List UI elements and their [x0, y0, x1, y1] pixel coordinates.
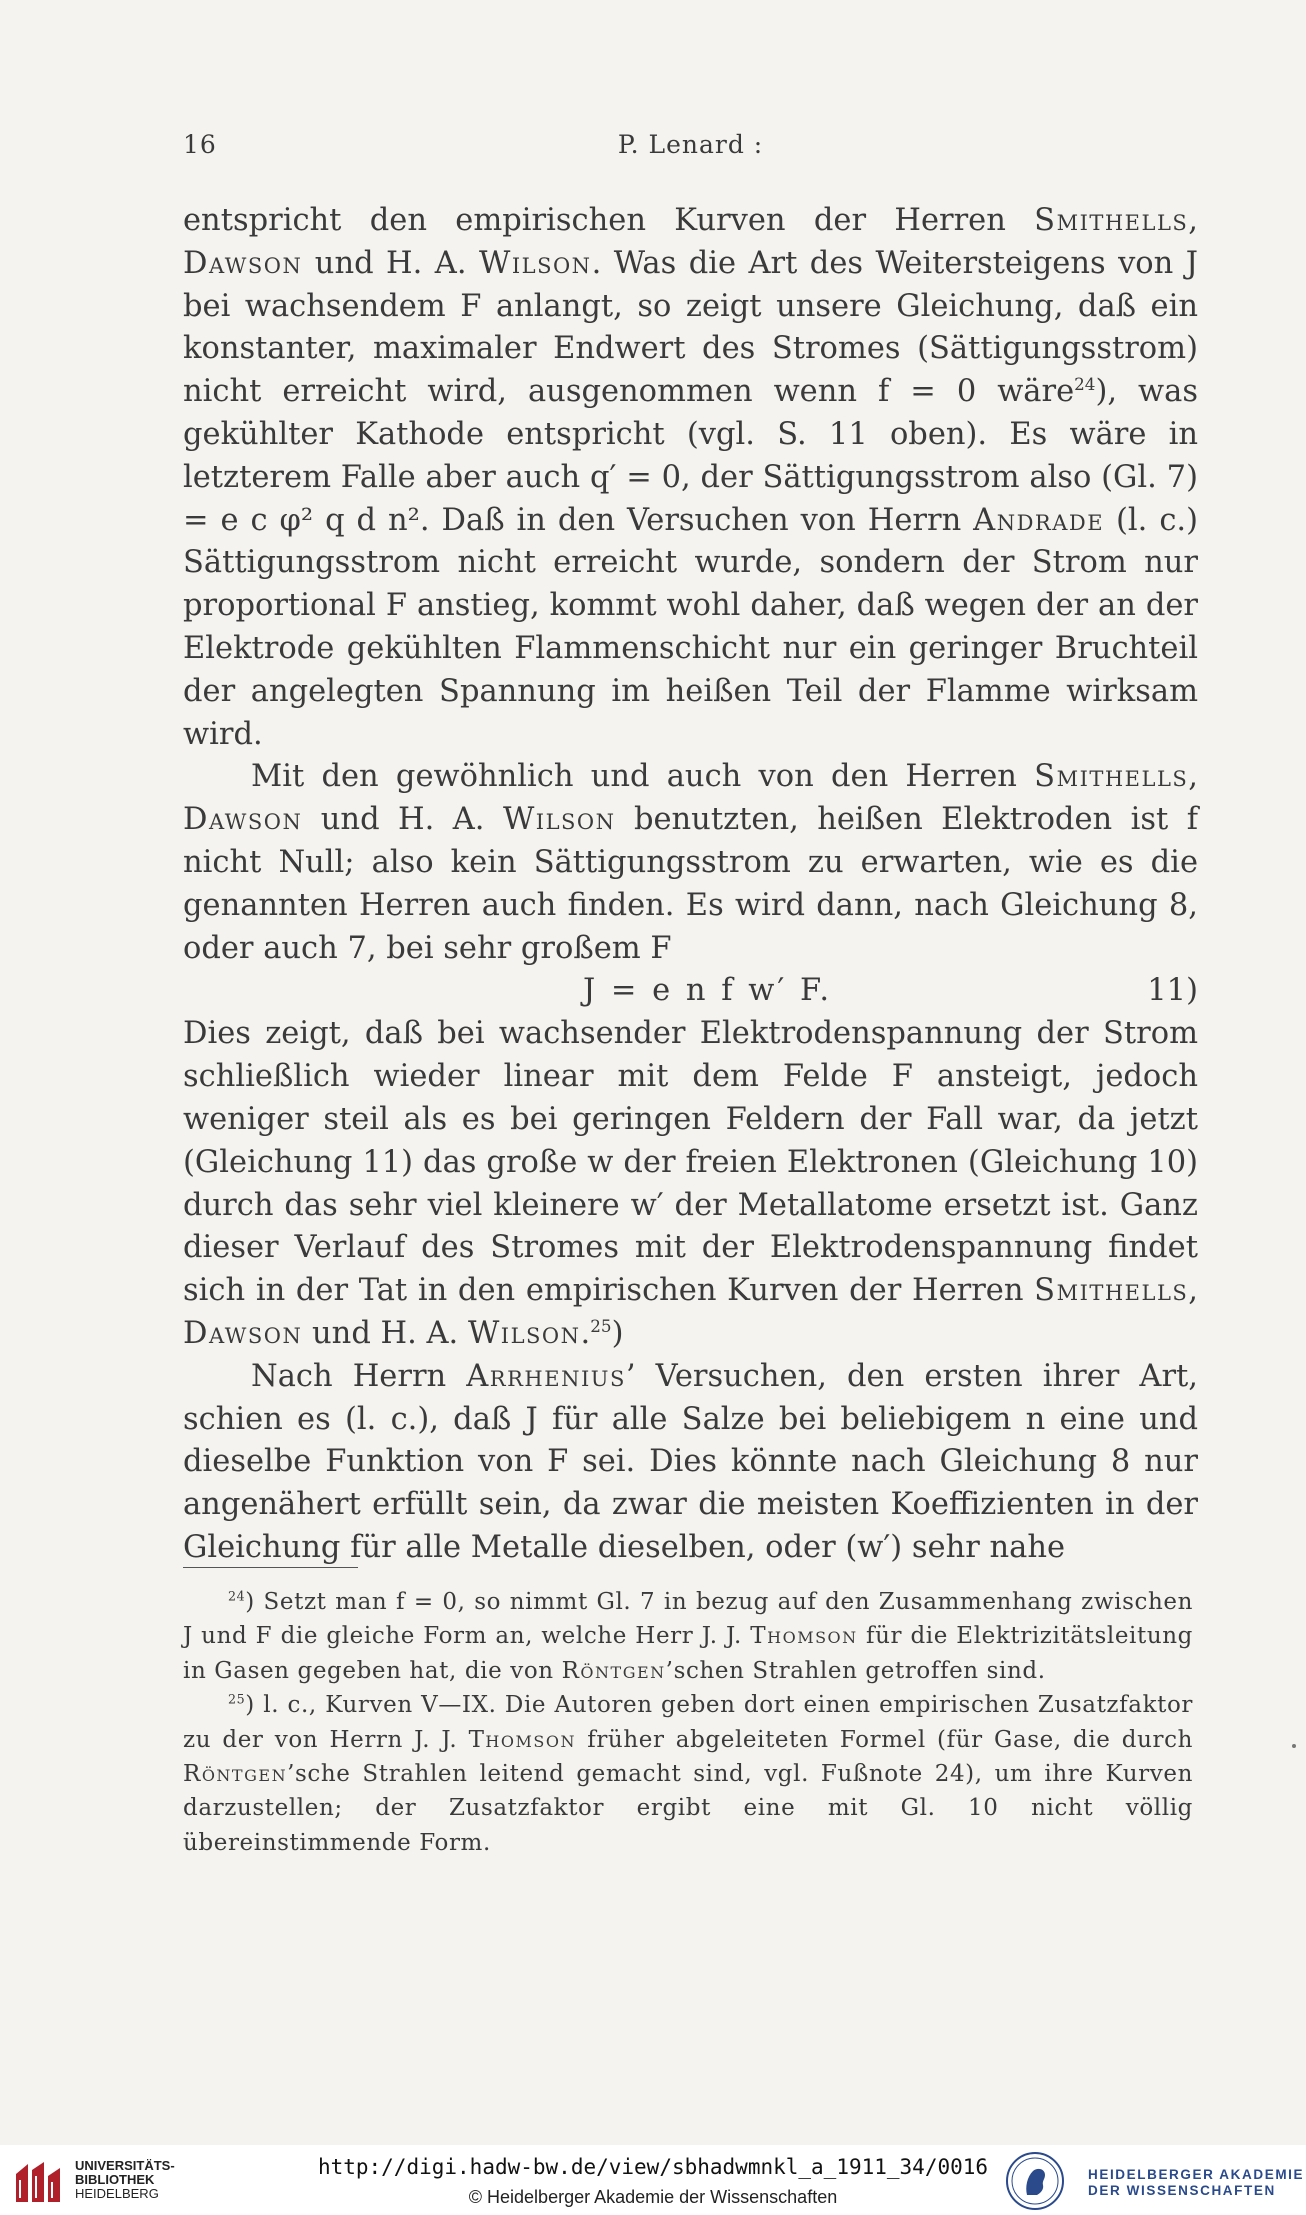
text-run: )	[611, 1315, 624, 1351]
text-run: ,	[1188, 1273, 1198, 1309]
paragraph-2	[183, 756, 1198, 970]
page-number: 16	[183, 130, 217, 159]
text-run: . Was die Art des Weitersteigens von J bei wachsendem F anlangt, so zeigt unsere Gleichung, daß ein konstanter, maximaler Endwert des Stromes (Sättigungsstrom) nicht erreicht wird, ausgenommen wenn f = 0 wäre	[183, 245, 1198, 410]
running-title: P. Lenard :	[617, 130, 764, 159]
paragraph-3	[183, 1013, 1198, 1355]
text-run: ) Setzt man f = 0, so nimmt Gl. 7 in bezug auf den Zusammenhang zwischen J und F die gleiche Form an, welche Herr J. J.	[183, 1589, 1193, 1650]
text-run: ,	[1188, 759, 1198, 795]
author-name: Smithells	[1034, 203, 1189, 238]
text-run: und H. A.	[302, 802, 503, 838]
author-name: Thomson	[468, 1726, 576, 1753]
academy-seal-icon	[1005, 2151, 1065, 2211]
footnotes	[183, 1585, 1193, 1860]
author-name: Dawson	[183, 802, 303, 838]
footnote-number: 24	[228, 1588, 246, 1604]
text-run: entspricht den empirischen Kurven der Herren	[183, 203, 1035, 238]
text-run: benutzten, heißen Elektroden ist f nicht Null; also kein Sättigungsstrom zu erwarten, wie es die genannten Herren auch finden. Es wird dann, nach Gleichung 8, oder auch 7, bei sehr großem F	[183, 802, 1198, 966]
footnote-25	[183, 1688, 1193, 1860]
logo-text-line: DER WISSENSCHAFTEN	[1088, 2183, 1276, 2198]
paragraph-4	[183, 1356, 1198, 1570]
author-name: Wilson	[478, 245, 592, 281]
author-name: Andrade	[973, 502, 1105, 538]
equation-number: 11)	[1147, 973, 1198, 1009]
logo-text-line: HEIDELBERGER AKADEMIE	[1088, 2167, 1305, 2182]
text-run: Nach Herrn	[251, 1358, 467, 1394]
copyright-notice: © Heidelberger Akademie der Wissenschaften	[468, 2187, 838, 2207]
text-run: ’schen Strahlen getroffen sind.	[665, 1657, 1046, 1684]
equation: J = e n f w′ F.	[583, 973, 833, 1009]
text-run: ’ Versuchen, den ersten ihrer Art, schien es (l. c.), daß J für alle Salze bei beliebigem n eine und dieselbe Funktion von F sei. Dies könnte nach Gleichung 8 nur angenähert erfüllt sein, da zwar die meisten Koeffizienten in der Gleichung für alle Metalle dieselben, oder (w′) sehr nahe	[183, 1358, 1198, 1565]
paragraph-1	[183, 200, 1198, 756]
logo-text-line: HEIDELBERG	[75, 2186, 159, 2201]
margin-mark	[1292, 1744, 1296, 1748]
author-name: Arrhenius	[466, 1358, 626, 1394]
footnote-24	[183, 1585, 1193, 1688]
academy-name	[1088, 2167, 1304, 2199]
author-name: Wilson	[467, 1315, 581, 1351]
text-run: ,	[1188, 203, 1198, 238]
text-run: und H. A.	[302, 1315, 468, 1351]
text-run: (l. c.) Sättigungsstrom nicht erreicht wurde, sondern der Strom nur proportional F anstieg, kommt wohl daher, daß wegen der an der Elektrode gekühlten Flammenschicht nur ein geringer Bruchteil der angelegten Spannung im heißen Teil der Flamme wirksam wird.	[183, 502, 1198, 752]
author-name: Dawson	[183, 1315, 303, 1351]
footnote-number: 25	[228, 1691, 246, 1707]
text-run: und H. A.	[302, 245, 479, 281]
author-name: Röntgen	[561, 1657, 666, 1684]
text-run: ), was gekühlter Kathode entspricht (vgl. S. 11 oben). Es wäre in letzterem Falle aber auch q′ = 0, der Sättigungsstrom also (Gl. 7) = e c φ² q d n². Daß in den Versuchen von Herrn	[183, 374, 1198, 538]
footnote-divider	[183, 1567, 358, 1568]
text-run: ) l. c., Kurven V—IX. Die Autoren geben dort einen empirischen Zusatzfaktor zu der von Herrn J. J.	[183, 1692, 1193, 1753]
logo-text-line: BIBLIOTHEK	[75, 2172, 155, 2187]
page-header	[183, 130, 1198, 170]
text-run: für die Elektrizitätsleitung in Gasen gegeben hat, die von	[183, 1623, 1193, 1684]
author-name: Röntgen	[183, 1761, 288, 1788]
author-name: Thomson	[750, 1623, 858, 1650]
text-run: Dies zeigt, daß bei wachsender Elektrodenspannung der Strom schließlich wieder linear mit dem Felde F ansteigt, jedoch weniger steil als es bei geringen Feldern der Fall war, da jetzt (Gleichung 11) das große w der freien Elektronen (Gleichung 10) durch das sehr viel kleinere w′ der Metallatome ersetzt ist. Ganz dieser Verlauf des Stromes mit der Elektrodenspannung findet sich in der Tat in den empirischen Kurven der Herren	[183, 1016, 1198, 1309]
author-name: Wilson	[502, 802, 616, 838]
author-name: Smithells	[1034, 1273, 1189, 1309]
text-run: .	[580, 1315, 591, 1351]
footnote-ref: 25	[590, 1315, 612, 1336]
text-run: ’sche Strahlen leitend gemacht sind, vgl. Fußnote 24), um ihre Kurven darzustellen; der Zusatzfaktor ergibt eine mit Gl. 10 nicht völlig übereinstimmende Form.	[183, 1761, 1193, 1856]
footer-bar	[0, 2145, 1306, 2215]
main-text	[183, 200, 1198, 1570]
logo-text-line: UNIVERSITÄTS-	[75, 2158, 175, 2173]
source-url-link[interactable]: http://digi.hadw-bw.de/view/sbhadwmnkl_a_1911_34/0016	[317, 2155, 989, 2179]
author-name: Smithells	[1034, 759, 1189, 795]
author-name: Dawson	[183, 245, 303, 281]
footnote-ref: 24	[1074, 374, 1096, 395]
equation-11	[183, 970, 1198, 1013]
text-run: Mit den gewöhnlich und auch von den Herren	[251, 759, 1035, 795]
text-run: früher abgeleiteten Formel (für Gase, die durch	[575, 1726, 1193, 1753]
